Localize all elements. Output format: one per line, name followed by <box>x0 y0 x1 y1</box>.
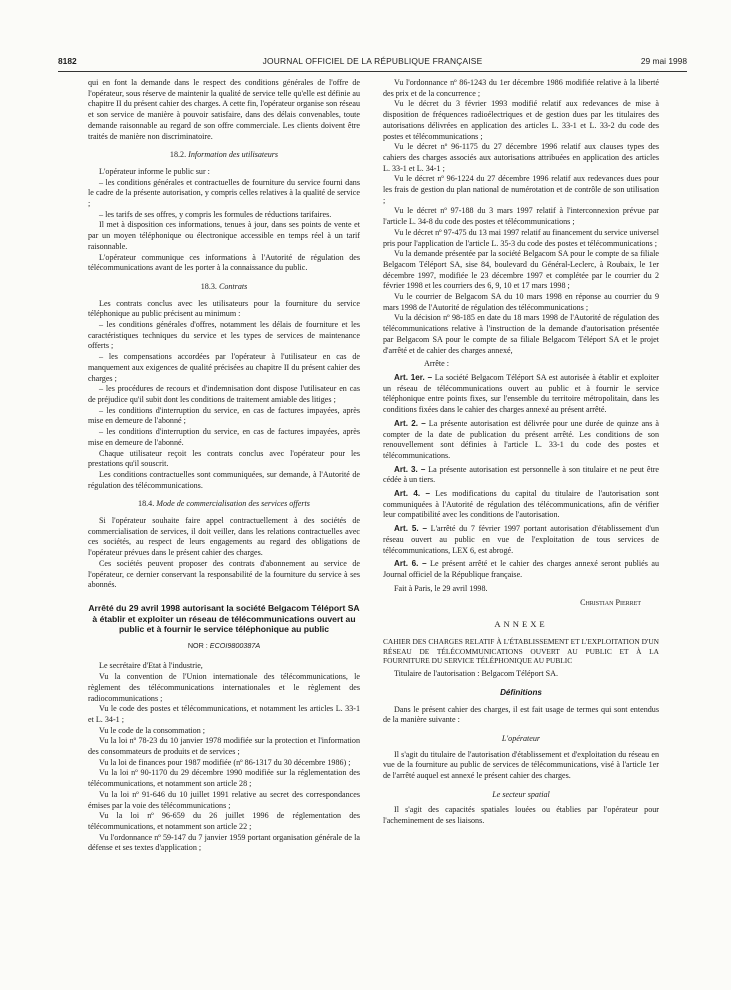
paragraph: Les conditions contractuelles sont communiquées, sur demande, à l'Autorité de régulation des télécommunications. <box>88 469 360 490</box>
arrete-title: Arrêté du 29 avril 1998 autorisant la société Belgacom Téléport SA à établir et exploiter un réseau de télécommunications ouvert au public et à fournir le service téléphonique au public <box>88 602 360 635</box>
issue-date: 29 mai 1998 <box>640 56 687 66</box>
visa: Vu l'ordonnance nº 59-147 du 7 janvier 1959 portant organisation générale de la défense et ses textes d'application ; <box>88 832 360 853</box>
paragraph: Chaque utilisateur reçoit les contrats conclus avec l'opérateur pour les prestations qu'il souscrit. <box>88 448 360 469</box>
visa: Vu le décret du 3 février 1993 modifié relatif aux redevances de mise à disposition de fréquences radioélectriques et de gestion dues par les titulaires des autorisations délivrées en application des articles L. 33-1 et L. 33-2 du code des postes et télécommunications ; <box>383 99 659 141</box>
cahier-title: CAHIER DES CHARGES RELATIF À L'ÉTABLISSEMENT ET L'EXPLOITATION D'UN RÉSEAU DE TÉLÉCOMMUNICATIONS OUVERT AU PUBLIC ET À LA FOURNITURE DU SERVICE TÉLÉPHONIQUE AU PUBLIC <box>383 636 659 666</box>
visa: Vu le code de la consommation ; <box>99 725 206 735</box>
paragraph: Les contrats conclus avec les utilisateurs pour la fourniture du service téléphonique au public précisent au minimum : <box>88 298 360 319</box>
article-text: La société Belgacom Téléport SA est autorisée à établir et exploiter un réseau de télécommunications ouvert au public et à fournir le service téléphonique entre points fixes, sur l'ensemble du territoire métropolitain, dans les conditions fixées dans le cahier des charges annexé au présent arrêté. <box>383 372 659 415</box>
visa: Vu le code des postes et télécommunications, et notamment les articles L. 33-1 et L. 34-1 ; <box>88 704 360 724</box>
fait-a-paris: Fait à Paris, le 29 avril 1998. <box>394 583 488 593</box>
visa: Vu la demande présentée par la société Belgacom SA pour le compte de sa filiale Belgacom Téléport SA, sise 84, boulevard du Général-Leclerc, à Roubaix, le 1er décembre 1997, modifiée le 23 décembre 1997 et complétée par le courrier du 2 février 1998 et les courriers des 6, 9, 10 et 17 mars 1998 ; <box>383 249 659 291</box>
visa: Vu la loi nº 78-23 du 10 janvier 1978 modifiée sur la protection et l'information des consommateurs de produits et de services ; <box>88 736 360 757</box>
paragraph: Si l'opérateur souhaite faire appel contractuellement à des sociétés de commercialisation de services, il doit veiller, dans les relations contractuelles avec ces sociétés, au respect de leurs engagements au regard des obligations de l'opérateur prévues dans le présent cahier des charges. <box>88 516 360 558</box>
article-3 <box>383 465 659 486</box>
page-header <box>58 56 687 70</box>
visa: Vu la loi nº 90-1170 du 29 décembre 1990 modifiée sur la réglementation des télécommunications, et notamment son article 28 ; <box>88 768 360 789</box>
paragraph: L'opérateur communique ces informations à l'Autorité de régulation des télécommunications avant de les porter à la connaissance du public. <box>88 252 360 273</box>
paragraph: – les conditions d'interruption du service, en cas de factures impayées, après mise en demeure de l'abonné ; <box>88 405 360 426</box>
visa: Vu la convention de l'Union internationale des télécommunications, le règlement des télécommunications internationales et le règlement des radiocommunications ; <box>88 672 360 703</box>
article-text: La présente autorisation est délivrée pour une durée de quinze ans à compter de la date de publication du présent arrêté. Les conditions de son renouvellement sont définies à l'article L. 33-1 du code des postes et télécommunications. <box>383 418 659 460</box>
article-label: Art. 3. – <box>394 464 426 474</box>
paragraph: – les conditions d'interruption du service, en cas de factures impayées, après mise en demeure de l'abonné. <box>88 427 360 447</box>
visa: Vu le courrier de Belgacom SA du 10 mars 1998 en réponse au courrier du 9 mars 1998 de l'Autorité de régulation des télécommunications ; <box>383 292 659 312</box>
paragraph: Dans le présent cahier des charges, il est fait usage de termes qui sont entendus de la manière suivante : <box>383 704 659 725</box>
section-number: 18.4. <box>138 499 155 509</box>
visa: Vu le décret nº 96-1224 du 27 décembre 1996 relatif aux redevances dues pour les frais de gestion du plan national de numérotation et de contrôle de son utilisation ; <box>383 174 659 205</box>
article-label: Art. 2. – <box>394 418 426 428</box>
section-heading-18-2 <box>88 150 360 161</box>
paragraph: qui en font la demande dans le respect des conditions générales de l'offre de l'opérateur, sous réserve de maintenir la qualité de service telle qu'elle est définie au chapitre II du présent cahier des charges. A cette fin, l'opérateur organise son réseau et son service de manière à pouvoir satisfaire, dans des délais convenables, toute demande raisonnable au regard de son offre commerciale. Les clients doivent être traités de manière non discriminatoire. <box>88 78 360 141</box>
article-label: Art. 1er. – <box>394 372 433 382</box>
article-6 <box>383 559 659 580</box>
section-title: Mode de commercialisation des services offerts <box>156 499 310 509</box>
article-label: Art. 6. – <box>394 559 427 569</box>
section-title: Information des utilisateurs <box>188 150 279 160</box>
article-5 <box>383 524 659 556</box>
paragraph: L'opérateur informe le public sur : <box>99 166 210 176</box>
paragraph: – les conditions générales d'offres, notamment les délais de fourniture et les caractéristiques techniques du service et les types de services de maintenance offerts ; <box>88 320 360 351</box>
paragraph: – les procédures de recours et d'indemnisation dont dispose l'utilisateur en cas de préjudice qu'il subit dont les conditions de traitement amiable des litiges ; <box>88 384 360 404</box>
section-number: 18.2. <box>169 150 187 160</box>
paragraph: – les tarifs de ses offres, y compris les formules de réductions tarifaires. <box>99 209 332 219</box>
secteur-spatial-heading: Le secteur spatial <box>492 789 550 799</box>
section-heading-18-3 <box>88 282 360 293</box>
paragraph: Il s'agit des capacités spatiales louées ou établies par l'opérateur pour l'acheminement de ses liaisons. <box>383 805 659 826</box>
article-1 <box>383 373 659 416</box>
article-label: Art. 4. – <box>394 489 431 499</box>
article-text: L'arrêté du 7 février 1997 portant autorisation d'établissement d'un réseau ouvert au public en vue de l'exploitation de tous services de télécommunications, LEX 6, est abrogé. <box>383 524 659 555</box>
visa: Vu le décret nº 97-475 du 13 mai 1997 relatif au financement du service universel pris pour l'application de l'article L. 35-3 du code des postes et télécommunications ; <box>383 227 659 248</box>
visa: Vu la loi nº 96-659 du 26 juillet 1996 de réglementation des télécommunications, et notamment son article 22 ; <box>88 811 360 831</box>
paragraph: Ces sociétés peuvent proposer des contrats d'abonnement au service de l'opérateur, ce dernier conservant la responsabilité de la fourniture du service à ses abonnés. <box>88 558 360 590</box>
section-number: 18.3. <box>200 281 217 291</box>
article-label: Art. 5. – <box>394 524 427 534</box>
arrete-keyword: Arrête : <box>424 359 449 369</box>
paragraph: Le secrétaire d'Etat à l'industrie, <box>99 661 203 671</box>
section-title: Contrats <box>218 281 248 291</box>
article-text: Les modifications du capital du titulaire de l'autorisation sont communiquées à l'Autorité de régulation des télécommunications, afin de vérifier leur compatibilité avec les conditions de l'autorisation. <box>383 489 659 520</box>
nor-label: NOR : <box>187 640 208 650</box>
visa: Vu le décret nº 97-188 du 3 mars 1997 relatif à l'interconnexion prévue par l'article L. 34-8 du code des postes et télécommunications ; <box>383 206 659 227</box>
paragraph: Il s'agit du titulaire de l'autorisation d'établissement et d'exploitation du réseau en vue de la fourniture au public de services de télécommunications, visé à l'article 1er de l'arrêté auquel est annexé le présent cahier des charges. <box>383 749 659 781</box>
header-rule <box>58 71 687 72</box>
titulaire-line: Titulaire de l'autorisation : Belgacom Téléport SA. <box>394 669 558 679</box>
nor-code: ECOI9800387A <box>209 640 261 650</box>
article-text: La présente autorisation est personnelle à son titulaire et ne peut être cédée à un tiers. <box>383 464 659 485</box>
definitions-heading: Définitions <box>500 687 542 697</box>
annexe-heading: ANNEXE <box>494 619 548 630</box>
paragraph: – les compensations accordées par l'opérateur à l'utilisateur en cas de manquement aux exigences de qualité précisées au chapitre II du présent cahier des charges ; <box>88 352 360 383</box>
nor-reference <box>88 641 360 652</box>
visa: Vu la loi nº 91-646 du 10 juillet 1991 relative au secret des correspondances émises par la voie des télécommunications ; <box>88 789 360 810</box>
section-heading-18-4 <box>88 499 360 510</box>
article-4 <box>383 489 659 521</box>
journal-title: JOURNAL OFFICIEL DE LA RÉPUBLIQUE FRANÇAISE <box>262 56 483 66</box>
left-column <box>88 78 360 854</box>
operateur-heading: L'opérateur <box>501 733 541 743</box>
article-2 <box>383 419 659 462</box>
article-text: Le présent arrêté et le cahier des charges annexé seront publiés au Journal officiel de la République française. <box>383 559 659 579</box>
paragraph: – les conditions générales et contractuelles de fourniture du service fourni dans le cadre de la présente autorisation, y compris celles relatives à la qualité de service ; <box>88 177 360 209</box>
page-number: 8182 <box>58 56 77 66</box>
signature: Christian Pierret <box>580 598 641 608</box>
visa: Vu le décret nº 96-1175 du 27 décembre 1996 relatif aux clauses types des cahiers des charges associés aux autorisations attribuées en application des articles L. 33-1 et L. 34-1 ; <box>383 142 659 173</box>
visa: Vu la décision nº 98-185 en date du 18 mars 1998 de l'Autorité de régulation des télécommunications relative à l'instruction de la demande d'autorisation présentée par Belgacom SA pour le compte de sa filiale Belgacom Téléport SA et le projet d'arrêté et de cahier des charges annexé, <box>383 313 659 355</box>
right-column <box>383 78 659 827</box>
visa: Vu la loi de finances pour 1987 modifiée (nº 86-1317 du 30 décembre 1986) ; <box>99 757 351 767</box>
visa: Vu l'ordonnance nº 86-1243 du 1er décembre 1986 modifiée relative à la liberté des prix et de la concurrence ; <box>383 78 659 98</box>
paragraph: Il met à disposition ces informations, tenues à jour, dans ses points de vente et par un moyen téléphonique ou électronique accessible en temps réel à un tarif raisonnable. <box>88 220 360 251</box>
